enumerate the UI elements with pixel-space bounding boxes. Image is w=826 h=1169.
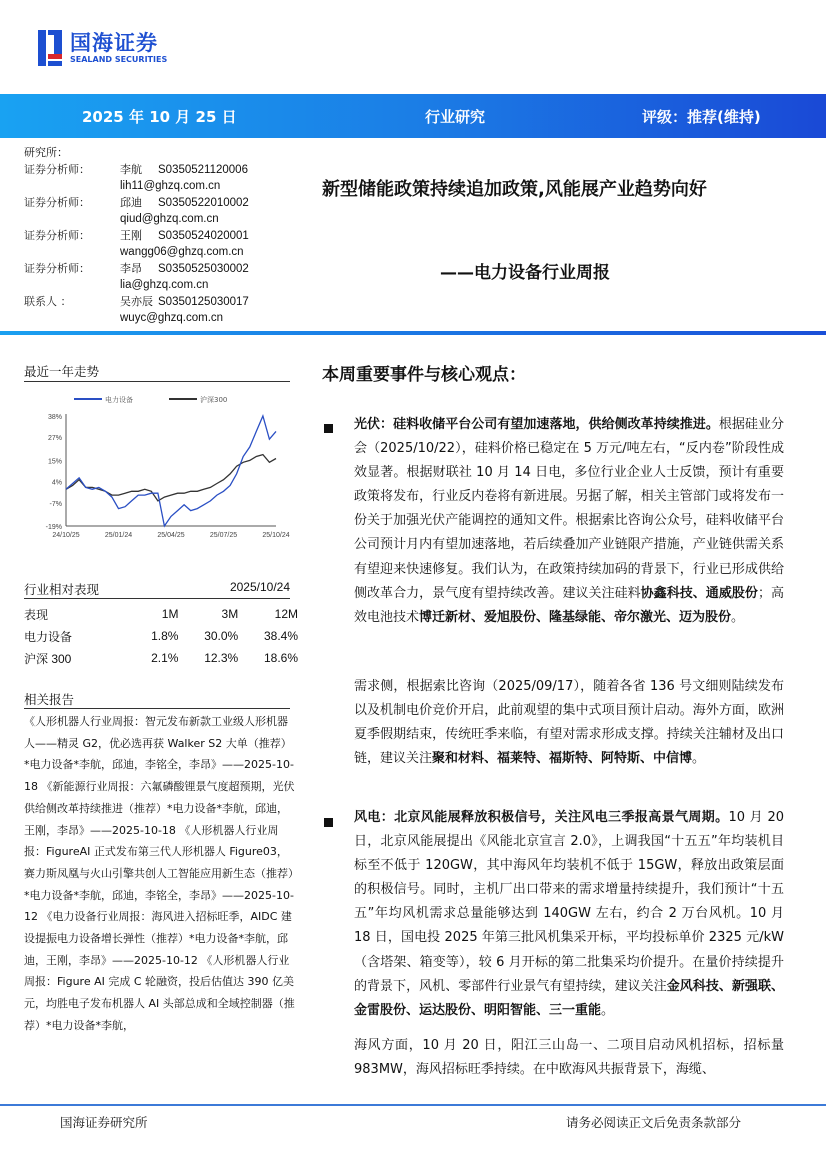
wind-end: 。 <box>601 1002 615 1018</box>
analyst-email[interactable]: lia@ghzq.com.cn <box>120 279 209 291</box>
bullet-icon <box>324 818 333 827</box>
performance-date: 2025/10/24 <box>229 580 290 594</box>
performance-table <box>24 603 298 669</box>
analyst-id: S0350525030002 <box>158 262 249 275</box>
table-cell: 2.1% <box>151 651 179 665</box>
analyst-row <box>24 261 249 278</box>
analyst-row <box>24 228 249 245</box>
report-title: 新型储能政策持续追加政策,风能展产业趋势向好 <box>322 179 707 200</box>
x-tick-label: 25/07/25 <box>209 532 238 539</box>
pv-headline: 光伏：硅料收储平台公司有望加速落地，供给侧改革持续推进。 <box>354 417 719 432</box>
analyst-label: 证券分析师： <box>24 261 90 275</box>
legend-label: 沪深300 <box>200 396 228 404</box>
y-tick-label: -7% <box>49 500 62 508</box>
footer-left: 国海证券研究所 <box>60 1115 148 1130</box>
table-cell: 38.4% <box>263 629 298 643</box>
analyst-label: 证券分析师： <box>24 195 90 209</box>
institute-label: 研究所： <box>24 146 68 159</box>
analyst-id: S0350125030017 <box>158 295 249 308</box>
analyst-name: 王刚 <box>120 228 142 242</box>
analyst-info <box>24 145 249 327</box>
analyst-id: S0350524020001 <box>158 229 249 242</box>
table-cell: 1.8% <box>151 629 179 643</box>
analyst-row <box>24 195 249 212</box>
footer-divider <box>0 1104 826 1106</box>
y-tick-label: -19% <box>45 524 62 531</box>
main-heading: 本周重要事件与核心观点： <box>322 365 526 385</box>
report-type: 行业研究 <box>425 108 486 126</box>
divider <box>24 381 290 382</box>
x-tick-label: 25/04/25 <box>157 532 185 539</box>
analyst-row <box>24 162 249 179</box>
logo-en: SEALAND SECURITIES <box>70 55 168 64</box>
related-reports: 《人形机器人行业周报：智元发布新款工业级人形机器人——精灵 G2，优必选再获 Walker S2 大单（推荐）*电力设备*李航，邱迪，李铭全，李昂》——2025-10-18 《新能源行业周报：六氟磷酸锂景气度超预期，光伏供给侧改革持续推进（推荐）*电力设备*李航，邱迪，王刚，李昂》——2025-10-18 《人形机器人行业周报：FigureAI 正式发布第三代人形机器人 Figure03，赛力斯凤凰与火山引擎共创人工智能应用新生态（推荐）*电力设备*李航，邱迪，李铭全，李昂》——2025-10-12 《电力设备行业周报：海风进入招标旺季，AIDC 建设提振电力设备增长弹性（推荐）*电力设备*李航，邱迪，王刚，李昂》——2025-10-12 《人形机器人行业周报：Figure AI 完成 C 轮融资，投后估值达 390 亿美元，均胜电子发布机器人 AI 头部总成和全域控制器（推荐）*电力设备*李航， <box>24 715 295 1032</box>
y-tick-label: 15% <box>47 458 62 466</box>
table-cell: 沪深 300 <box>24 651 72 666</box>
demand-text: 需求侧，根据索比咨询（2025/09/17），随着各省 136 号文细则陆续发布以及机制电价竞价开启，此前观望的集中式项目预计启动。海外方面，欧洲夏季假期结束，传统旺季来临，有望对需求形成支撑。持续关注辅材及出口链，建议关注 <box>354 679 784 767</box>
pv-stocks-1: 协鑫科技、通威股份 <box>640 585 758 601</box>
trend-chart <box>24 388 294 548</box>
divider <box>0 331 826 335</box>
analyst-email[interactable]: qiud@ghzq.com.cn <box>120 213 219 225</box>
table-cell: 12M <box>274 607 298 621</box>
table-cell: 1M <box>161 607 179 621</box>
reports-title: 相关报告 <box>24 692 75 707</box>
y-tick-label: 38% <box>47 414 62 421</box>
trend-title: 最近一年走势 <box>24 364 100 379</box>
x-tick-label: 25/01/24 <box>104 532 133 539</box>
x-tick-label: 25/10/24 <box>262 532 290 539</box>
demand-end: 。 <box>692 751 706 767</box>
analyst-row <box>24 294 249 311</box>
report-date: 2025 年 10 月 25 日 <box>82 108 237 126</box>
logo <box>38 30 167 66</box>
wind-stocks: 金风科技、新强联、金雷股份、运达股份、明阳智能、三一重能 <box>354 978 784 1018</box>
series-line <box>66 416 276 526</box>
table-cell: 3M <box>221 607 239 621</box>
analyst-name: 李航 <box>120 162 142 176</box>
y-tick-label: 4% <box>51 479 62 487</box>
x-tick-label: 24/10/25 <box>52 532 80 539</box>
analyst-name: 李昂 <box>120 261 142 275</box>
report-subtitle: ——电力设备行业周报 <box>440 263 610 283</box>
pv-text: 根据硅业分会（2025/10/22），硅料价格已稳定在 5 万元/吨左右，“反内卷”阶段性成效显著。根据财联社 10 月 14 日电，多位行业企业人士反馈，预计有重要政策将发布，行业反内卷将有新进展。另据了解，相关主管部门或将发布一份关于加强光伏产能调控的通知文件。根据索比咨询公众号，硅料收储平台公司预计月内有望加速落地，若后续叠加产业链限产措施，产业链供需关系有望迎来快速修复。我们认为，在政策持续加码的背景下，行业已形成供给侧改革合力，景气度有望持续改善。建议关注硅料 <box>354 417 784 601</box>
bullet-icon <box>324 424 333 433</box>
table-cell: 电力设备 <box>24 629 73 644</box>
table-cell: 30.0% <box>204 629 239 643</box>
offshore-paragraph: 海风方面，10 月 20 日，阳江三山岛一、二项目启动风机招标，招标量 983MW，海风招标旺季持续。在中欧海风共振背景下，海缆、 <box>354 1038 784 1078</box>
table-row <box>24 625 298 647</box>
table-cell: 12.3% <box>204 651 239 665</box>
analyst-label: 证券分析师： <box>24 162 90 176</box>
performance-title: 行业相对表现 <box>24 582 100 597</box>
analyst-label: 证券分析师： <box>24 228 90 242</box>
footer-right: 请务必阅读正文后免责条款部分 <box>566 1115 742 1130</box>
pv-end: 。 <box>731 609 745 625</box>
analyst-id: S0350521120006 <box>158 163 248 176</box>
pv-text-mid: ；高效电池技术 <box>354 585 784 625</box>
analyst-email[interactable]: wuyc@ghzq.com.cn <box>120 312 224 324</box>
demand-paragraph <box>354 675 784 771</box>
analyst-name: 吴亦辰 <box>120 294 153 308</box>
table-cell: 18.6% <box>263 651 298 665</box>
analyst-id: S0350522010002 <box>158 196 249 209</box>
table-row <box>24 647 298 669</box>
analyst-label: 联系人 ： <box>24 294 72 308</box>
y-tick-label: 27% <box>47 435 62 443</box>
demand-stocks: 聚和材料、福莱特、福斯特、阿特斯、中信博 <box>432 751 693 767</box>
analyst-email[interactable]: wangg06@ghzq.com.cn <box>120 246 244 258</box>
analyst-name: 邱迪 <box>120 195 142 209</box>
wind-text: 10 月 20 日，北京风能展提出《风能北京宣言 2.0》，上调我国“十五五”年均装机目标至不低于 120GW，其中海风年均装机不低于 15GW，释放出政策层面的积极信号。同时，主机厂出口带来的需求增量持续提升，我们预计“十五五”年均风机需求总量能够达到 140GW 左右，约合 2 万台风机。10 月 18 日，国电投 2025 年第三批风机集采开标，平均投标单价 2325 元/kW（含塔架、箱变等），较 6 月开标的第二批集采均价提升。在量价持续提升的背景下，风机、零部件行业景气有望持续，建议关注 <box>354 810 784 994</box>
rating: 评级：推荐(维持) <box>642 108 761 126</box>
logo-cn: 国海证券 <box>70 31 158 55</box>
pv-stocks-2: 博迁新材、爱旭股份、隆基绿能、帝尔激光、迈为股份 <box>419 609 732 625</box>
wind-paragraph <box>354 806 784 1023</box>
pv-paragraph <box>354 413 784 630</box>
wind-headline: 风电：北京风能展释放积极信号，关注风电三季报高景气周期。 <box>354 810 729 825</box>
table-header <box>24 603 298 625</box>
divider <box>24 708 290 709</box>
logo-mark-icon <box>38 30 62 66</box>
divider <box>24 598 290 599</box>
header-banner <box>0 94 826 138</box>
analyst-email[interactable]: lih11@ghzq.com.cn <box>120 180 221 192</box>
legend-label: 电力设备 <box>105 396 133 404</box>
table-cell: 表现 <box>24 607 49 622</box>
series-line <box>66 455 276 501</box>
